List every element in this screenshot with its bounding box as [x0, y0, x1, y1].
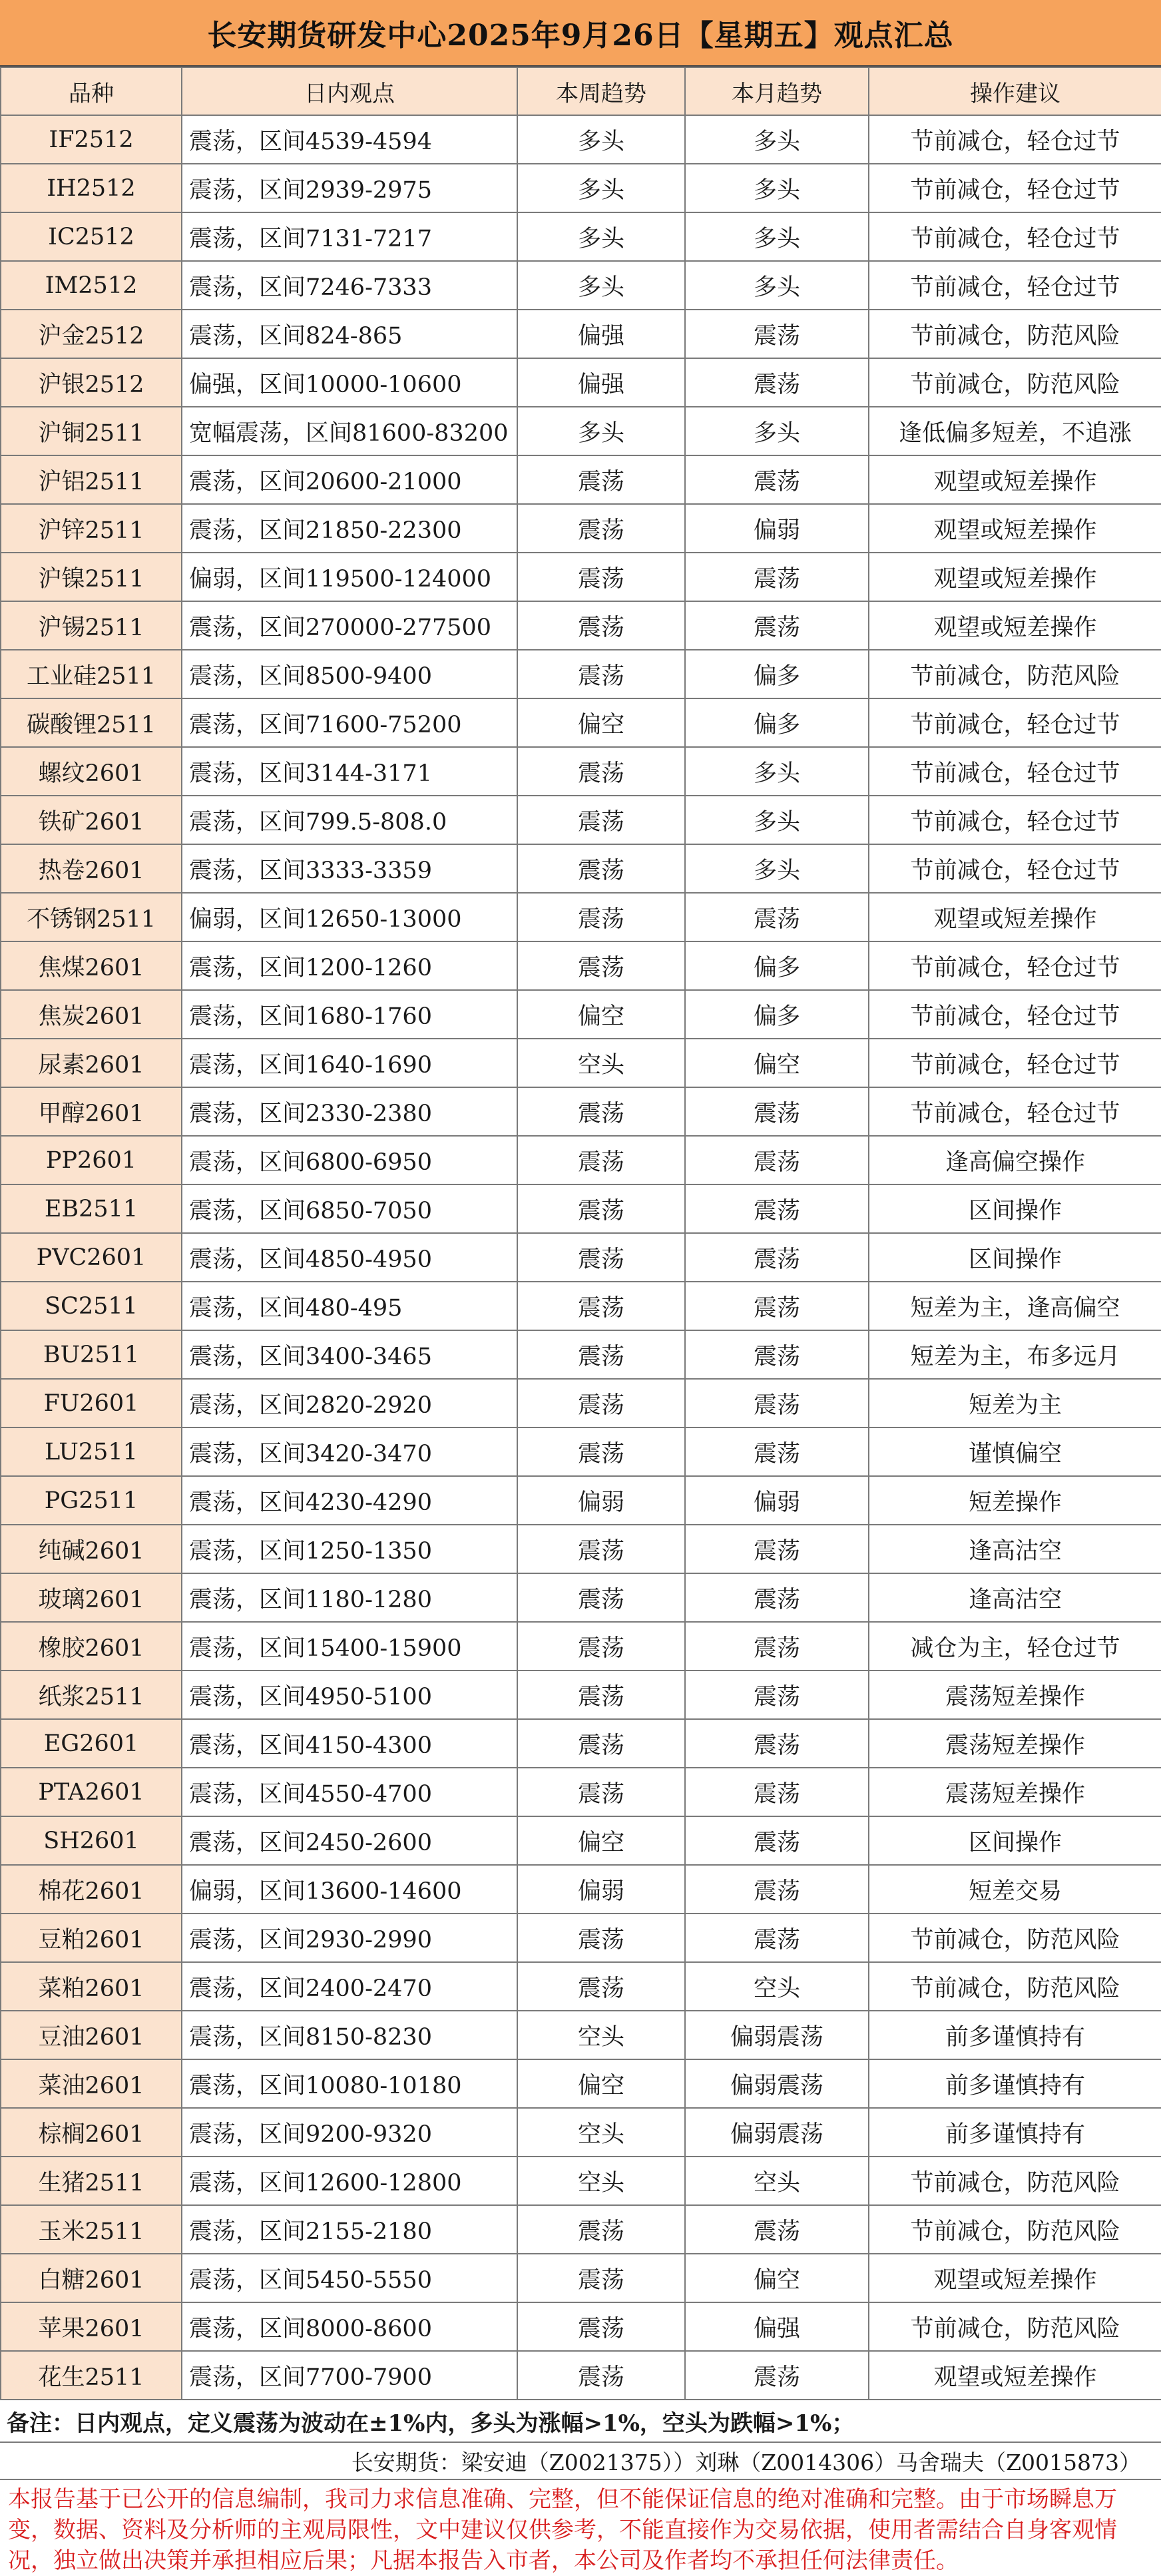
intraday-cell: 震荡，区间2939-2975: [182, 164, 517, 212]
product-cell: 花生2511: [1, 2351, 182, 2400]
intraday-cell: 震荡，区间4550-4700: [182, 1768, 517, 1816]
intraday-cell: 震荡，区间10080-10180: [182, 2059, 517, 2108]
intraday-cell: 震荡，区间15400-15900: [182, 1622, 517, 1671]
monthly-trend-cell: 偏弱: [685, 1476, 869, 1525]
intraday-cell: 震荡，区间4539-4594: [182, 115, 517, 164]
table-row: [1, 1233, 1161, 1282]
intraday-cell: 震荡，区间12600-12800: [182, 2157, 517, 2205]
intraday-cell: 偏弱，区间12650-13000: [182, 893, 517, 941]
monthly-trend-cell: 偏强: [685, 2302, 869, 2351]
advice-cell: 节前减仓，轻仓过节: [869, 747, 1161, 796]
product-cell: LU2511: [1, 1427, 182, 1476]
monthly-trend-cell: 震荡: [685, 358, 869, 407]
header-advice: 操作建议: [869, 67, 1161, 115]
advice-cell: 节前减仓，防范风险: [869, 358, 1161, 407]
product-cell: 白糖2601: [1, 2254, 182, 2302]
table-row: [1, 844, 1161, 893]
weekly-trend-cell: 震荡: [517, 1671, 685, 1719]
table-row: [1, 1379, 1161, 1427]
table-row: [1, 358, 1161, 407]
advice-cell: 震荡短差操作: [869, 1719, 1161, 1768]
intraday-cell: 震荡，区间1680-1760: [182, 990, 517, 1039]
weekly-trend-cell: 震荡: [517, 1427, 685, 1476]
weekly-trend-cell: 震荡: [517, 601, 685, 650]
product-cell: 沪铝2511: [1, 455, 182, 504]
advice-cell: 节前减仓，轻仓过节: [869, 796, 1161, 844]
intraday-cell: 震荡，区间5450-5550: [182, 2254, 517, 2302]
monthly-trend-cell: 震荡: [685, 601, 869, 650]
weekly-trend-cell: 多头: [517, 164, 685, 212]
monthly-trend-cell: 震荡: [685, 553, 869, 601]
monthly-trend-cell: 震荡: [685, 2205, 869, 2254]
advice-cell: 节前减仓，防范风险: [869, 2302, 1161, 2351]
intraday-cell: 震荡，区间2820-2920: [182, 1379, 517, 1427]
weekly-trend-cell: 空头: [517, 2011, 685, 2059]
table-row: [1, 1865, 1161, 1914]
intraday-cell: 震荡，区间1640-1690: [182, 1039, 517, 1087]
intraday-cell: 震荡，区间4150-4300: [182, 1719, 517, 1768]
weekly-trend-cell: 震荡: [517, 1525, 685, 1573]
product-cell: IC2512: [1, 212, 182, 261]
advice-cell: 短差为主，布多远月: [869, 1330, 1161, 1379]
advice-cell: 节前减仓，轻仓过节: [869, 1087, 1161, 1136]
product-cell: 螺纹2601: [1, 747, 182, 796]
header-product: 品种: [1, 67, 182, 115]
product-cell: 沪银2512: [1, 358, 182, 407]
product-cell: 纯碱2601: [1, 1525, 182, 1573]
product-cell: PVC2601: [1, 1233, 182, 1282]
intraday-cell: 震荡，区间824-865: [182, 310, 517, 358]
weekly-trend-cell: 偏空: [517, 698, 685, 747]
table-row: [1, 1816, 1161, 1865]
intraday-cell: 宽幅震荡，区间81600-83200: [182, 407, 517, 455]
weekly-trend-cell: 多头: [517, 407, 685, 455]
table-row: [1, 698, 1161, 747]
analyst-row: [0, 2443, 1161, 2480]
monthly-trend-cell: 震荡: [685, 1525, 869, 1573]
advice-cell: 前多谨慎持有: [869, 2108, 1161, 2157]
product-cell: 甲醇2601: [1, 1087, 182, 1136]
monthly-trend-cell: 多头: [685, 115, 869, 164]
product-cell: 沪锌2511: [1, 504, 182, 553]
table-body: [1, 115, 1161, 2400]
table-row: [1, 747, 1161, 796]
table-row: [1, 455, 1161, 504]
table-row: [1, 1622, 1161, 1671]
advice-cell: 逢高沽空: [869, 1525, 1161, 1573]
monthly-trend-cell: 震荡: [685, 1622, 869, 1671]
table-row: [1, 553, 1161, 601]
table-row: [1, 893, 1161, 941]
weekly-trend-cell: 多头: [517, 261, 685, 310]
weekly-trend-cell: 空头: [517, 2157, 685, 2205]
weekly-trend-cell: 偏空: [517, 990, 685, 1039]
advice-cell: 观望或短差操作: [869, 2351, 1161, 2400]
advice-cell: 短差为主，逢高偏空: [869, 1282, 1161, 1330]
product-cell: 铁矿2601: [1, 796, 182, 844]
monthly-trend-cell: 震荡: [685, 1671, 869, 1719]
monthly-trend-cell: 偏多: [685, 650, 869, 698]
advice-cell: 节前减仓，轻仓过节: [869, 1039, 1161, 1087]
outlook-table: [0, 67, 1161, 2400]
intraday-cell: 震荡，区间799.5-808.0: [182, 796, 517, 844]
monthly-trend-cell: 震荡: [685, 1914, 869, 1962]
advice-cell: 节前减仓，轻仓过节: [869, 212, 1161, 261]
weekly-trend-cell: 震荡: [517, 1573, 685, 1622]
monthly-trend-cell: 多头: [685, 212, 869, 261]
intraday-cell: 震荡，区间1180-1280: [182, 1573, 517, 1622]
table-row: [1, 1671, 1161, 1719]
monthly-trend-cell: 偏空: [685, 1039, 869, 1087]
product-cell: 沪金2512: [1, 310, 182, 358]
product-cell: 菜油2601: [1, 2059, 182, 2108]
monthly-trend-cell: 震荡: [685, 1184, 869, 1233]
weekly-trend-cell: 空头: [517, 2108, 685, 2157]
table-row: [1, 2011, 1161, 2059]
product-cell: 尿素2601: [1, 1039, 182, 1087]
advice-cell: 节前减仓，轻仓过节: [869, 261, 1161, 310]
advice-cell: 观望或短差操作: [869, 893, 1161, 941]
intraday-cell: 震荡，区间1200-1260: [182, 941, 517, 990]
weekly-trend-cell: 震荡: [517, 941, 685, 990]
product-cell: 焦煤2601: [1, 941, 182, 990]
advice-cell: 节前减仓，防范风险: [869, 2205, 1161, 2254]
advice-cell: 逢高沽空: [869, 1573, 1161, 1622]
weekly-trend-cell: 偏强: [517, 310, 685, 358]
table-row: [1, 1573, 1161, 1622]
intraday-cell: 震荡，区间8500-9400: [182, 650, 517, 698]
table-row: [1, 2108, 1161, 2157]
product-cell: 棉花2601: [1, 1865, 182, 1914]
product-cell: 纸浆2511: [1, 1671, 182, 1719]
intraday-cell: 震荡，区间2155-2180: [182, 2205, 517, 2254]
advice-cell: 节前减仓，轻仓过节: [869, 698, 1161, 747]
product-cell: 生猪2511: [1, 2157, 182, 2205]
intraday-cell: 震荡，区间4950-5100: [182, 1671, 517, 1719]
table-row: [1, 2157, 1161, 2205]
monthly-trend-cell: 偏多: [685, 990, 869, 1039]
advice-cell: 前多谨慎持有: [869, 2011, 1161, 2059]
intraday-cell: 震荡，区间6800-6950: [182, 1136, 517, 1184]
monthly-trend-cell: 震荡: [685, 1233, 869, 1282]
weekly-trend-cell: 震荡: [517, 504, 685, 553]
advice-cell: 减仓为主，轻仓过节: [869, 1622, 1161, 1671]
monthly-trend-cell: 多头: [685, 407, 869, 455]
monthly-trend-cell: 偏弱震荡: [685, 2108, 869, 2157]
table-row: [1, 115, 1161, 164]
advice-cell: 前多谨慎持有: [869, 2059, 1161, 2108]
weekly-trend-cell: 偏弱: [517, 1476, 685, 1525]
advice-cell: 观望或短差操作: [869, 553, 1161, 601]
advice-cell: 谨慎偏空: [869, 1427, 1161, 1476]
monthly-trend-cell: 偏弱震荡: [685, 2011, 869, 2059]
advice-cell: 区间操作: [869, 1816, 1161, 1865]
table-row: [1, 212, 1161, 261]
analyst-text: 长安期货：梁安迪（Z0021375））刘琳（Z0014306）马舍瑞夫（Z0015873）: [351, 2449, 1141, 2475]
table-row: [1, 1476, 1161, 1525]
weekly-trend-cell: 震荡: [517, 2351, 685, 2400]
intraday-cell: 偏弱，区间13600-14600: [182, 1865, 517, 1914]
product-cell: 豆油2601: [1, 2011, 182, 2059]
weekly-trend-cell: 震荡: [517, 747, 685, 796]
table-row: [1, 990, 1161, 1039]
monthly-trend-cell: 震荡: [685, 1282, 869, 1330]
table-row: [1, 941, 1161, 990]
product-cell: 玉米2511: [1, 2205, 182, 2254]
monthly-trend-cell: 多头: [685, 844, 869, 893]
product-cell: PP2601: [1, 1136, 182, 1184]
monthly-trend-cell: 震荡: [685, 1573, 869, 1622]
table-row: [1, 1427, 1161, 1476]
product-cell: EB2511: [1, 1184, 182, 1233]
advice-cell: 节前减仓，轻仓过节: [869, 990, 1161, 1039]
intraday-cell: 震荡，区间3400-3465: [182, 1330, 517, 1379]
advice-cell: 节前减仓，防范风险: [869, 1962, 1161, 2011]
monthly-trend-cell: 偏弱震荡: [685, 2059, 869, 2108]
table-row: [1, 1087, 1161, 1136]
table-row: [1, 1525, 1161, 1573]
table-row: [1, 1184, 1161, 1233]
table-row: [1, 1768, 1161, 1816]
weekly-trend-cell: 震荡: [517, 1914, 685, 1962]
title-bar: [0, 0, 1161, 67]
weekly-trend-cell: 震荡: [517, 1379, 685, 1427]
product-cell: 棕榈2601: [1, 2108, 182, 2157]
weekly-trend-cell: 震荡: [517, 1184, 685, 1233]
advice-cell: 短差操作: [869, 1476, 1161, 1525]
weekly-trend-cell: 多头: [517, 115, 685, 164]
monthly-trend-cell: 空头: [685, 1962, 869, 2011]
intraday-cell: 震荡，区间7246-7333: [182, 261, 517, 310]
monthly-trend-cell: 震荡: [685, 893, 869, 941]
weekly-trend-cell: 震荡: [517, 455, 685, 504]
intraday-cell: 震荡，区间71600-75200: [182, 698, 517, 747]
weekly-trend-cell: 空头: [517, 1039, 685, 1087]
weekly-trend-cell: 震荡: [517, 1087, 685, 1136]
weekly-trend-cell: 震荡: [517, 1622, 685, 1671]
intraday-cell: 震荡，区间1250-1350: [182, 1525, 517, 1573]
monthly-trend-cell: 震荡: [685, 310, 869, 358]
advice-cell: 区间操作: [869, 1233, 1161, 1282]
advice-cell: 逢低偏多短差，不追涨: [869, 407, 1161, 455]
weekly-trend-cell: 偏空: [517, 1816, 685, 1865]
product-cell: 玻璃2601: [1, 1573, 182, 1622]
header-monthly: 本月趋势: [685, 67, 869, 115]
advice-cell: 震荡短差操作: [869, 1671, 1161, 1719]
weekly-trend-cell: 震荡: [517, 1136, 685, 1184]
monthly-trend-cell: 空头: [685, 2157, 869, 2205]
advice-cell: 震荡短差操作: [869, 1768, 1161, 1816]
product-cell: PG2511: [1, 1476, 182, 1525]
intraday-cell: 震荡，区间8000-8600: [182, 2302, 517, 2351]
weekly-trend-cell: 震荡: [517, 650, 685, 698]
intraday-cell: 震荡，区间3144-3171: [182, 747, 517, 796]
monthly-trend-cell: 震荡: [685, 1865, 869, 1914]
product-cell: 菜粕2601: [1, 1962, 182, 2011]
table-row: [1, 310, 1161, 358]
monthly-trend-cell: 震荡: [685, 1719, 869, 1768]
intraday-cell: 震荡，区间20600-21000: [182, 455, 517, 504]
monthly-trend-cell: 震荡: [685, 1136, 869, 1184]
advice-cell: 逢高偏空操作: [869, 1136, 1161, 1184]
weekly-trend-cell: 偏空: [517, 2059, 685, 2108]
product-cell: 工业硅2511: [1, 650, 182, 698]
intraday-cell: 震荡，区间270000-277500: [182, 601, 517, 650]
monthly-trend-cell: 偏空: [685, 2254, 869, 2302]
table-row: [1, 2205, 1161, 2254]
header-weekly: 本周趋势: [517, 67, 685, 115]
advice-cell: 观望或短差操作: [869, 2254, 1161, 2302]
monthly-trend-cell: 震荡: [685, 1087, 869, 1136]
advice-cell: 节前减仓，防范风险: [869, 650, 1161, 698]
advice-cell: 节前减仓，防范风险: [869, 310, 1161, 358]
weekly-trend-cell: 震荡: [517, 1330, 685, 1379]
table-row: [1, 650, 1161, 698]
weekly-trend-cell: 震荡: [517, 796, 685, 844]
weekly-trend-cell: 震荡: [517, 1233, 685, 1282]
product-cell: 沪铜2511: [1, 407, 182, 455]
monthly-trend-cell: 多头: [685, 261, 869, 310]
product-cell: SH2601: [1, 1816, 182, 1865]
weekly-trend-cell: 多头: [517, 212, 685, 261]
advice-cell: 节前减仓，轻仓过节: [869, 941, 1161, 990]
product-cell: PTA2601: [1, 1768, 182, 1816]
monthly-trend-cell: 偏多: [685, 941, 869, 990]
monthly-trend-cell: 偏弱: [685, 504, 869, 553]
weekly-trend-cell: 震荡: [517, 553, 685, 601]
product-cell: 焦炭2601: [1, 990, 182, 1039]
advice-cell: 区间操作: [869, 1184, 1161, 1233]
table-row: [1, 1330, 1161, 1379]
monthly-trend-cell: 多头: [685, 164, 869, 212]
intraday-cell: 震荡，区间2930-2990: [182, 1914, 517, 1962]
intraday-cell: 震荡，区间2400-2470: [182, 1962, 517, 2011]
intraday-cell: 震荡，区间3333-3359: [182, 844, 517, 893]
intraday-cell: 震荡，区间480-495: [182, 1282, 517, 1330]
monthly-trend-cell: 震荡: [685, 2351, 869, 2400]
advice-cell: 节前减仓，防范风险: [869, 2157, 1161, 2205]
table-row: [1, 1282, 1161, 1330]
product-cell: 豆粕2601: [1, 1914, 182, 1962]
intraday-cell: 震荡，区间3420-3470: [182, 1427, 517, 1476]
table-row: [1, 796, 1161, 844]
note-text: 备注：日内观点，定义震荡为波动在±1%内，多头为涨幅>1%，空头为跌幅>1%；: [7, 2410, 855, 2437]
intraday-cell: 震荡，区间4230-4290: [182, 1476, 517, 1525]
weekly-trend-cell: 震荡: [517, 1962, 685, 2011]
table-row: [1, 1136, 1161, 1184]
intraday-cell: 震荡，区间2330-2380: [182, 1087, 517, 1136]
product-cell: IH2512: [1, 164, 182, 212]
table-row: [1, 1719, 1161, 1768]
product-cell: IM2512: [1, 261, 182, 310]
advice-cell: 短差为主: [869, 1379, 1161, 1427]
table-row: [1, 1039, 1161, 1087]
intraday-cell: 震荡，区间9200-9320: [182, 2108, 517, 2157]
advice-cell: 节前减仓，轻仓过节: [869, 844, 1161, 893]
monthly-trend-cell: 震荡: [685, 1816, 869, 1865]
product-cell: 橡胶2601: [1, 1622, 182, 1671]
monthly-trend-cell: 多头: [685, 796, 869, 844]
intraday-cell: 偏强，区间10000-10600: [182, 358, 517, 407]
product-cell: SC2511: [1, 1282, 182, 1330]
intraday-cell: 震荡，区间7131-7217: [182, 212, 517, 261]
product-cell: 碳酸锂2511: [1, 698, 182, 747]
page-title: 长安期货研发中心2025年9月26日【星期五】观点汇总: [207, 19, 954, 53]
advice-cell: 短差交易: [869, 1865, 1161, 1914]
table-row: [1, 601, 1161, 650]
advice-cell: 节前减仓，轻仓过节: [869, 164, 1161, 212]
table-row: [1, 1914, 1161, 1962]
disclaimer: 本报告基于已公开的信息编制，我司力求信息准确、完整，但不能保证信息的绝对准确和完整。由于市场瞬息万变，数据、资料及分析师的主观局限性，文中建议仅供参考，不能直接作为交易依据，使用者需结合自身客观情况，独立做出决策并承担相应后果；凡据本报告入市者，本公司及作者均不承担任何法律责任。: [8, 2486, 1117, 2574]
product-cell: EG2601: [1, 1719, 182, 1768]
table-row: [1, 407, 1161, 455]
weekly-trend-cell: 震荡: [517, 1719, 685, 1768]
product-cell: IF2512: [1, 115, 182, 164]
product-cell: 热卷2601: [1, 844, 182, 893]
weekly-trend-cell: 震荡: [517, 893, 685, 941]
intraday-cell: 震荡，区间6850-7050: [182, 1184, 517, 1233]
table-row: [1, 2059, 1161, 2108]
monthly-trend-cell: 偏多: [685, 698, 869, 747]
table-row: [1, 261, 1161, 310]
advice-cell: 观望或短差操作: [869, 504, 1161, 553]
monthly-trend-cell: 震荡: [685, 455, 869, 504]
product-cell: 不锈钢2511: [1, 893, 182, 941]
intraday-cell: 震荡，区间21850-22300: [182, 504, 517, 553]
monthly-trend-cell: 震荡: [685, 1379, 869, 1427]
table-row: [1, 1962, 1161, 2011]
table-row: [1, 2302, 1161, 2351]
table-row: [1, 2351, 1161, 2400]
weekly-trend-cell: 震荡: [517, 844, 685, 893]
monthly-trend-cell: 震荡: [685, 1427, 869, 1476]
intraday-cell: 偏弱，区间119500-124000: [182, 553, 517, 601]
weekly-trend-cell: 震荡: [517, 2302, 685, 2351]
note-row: [0, 2400, 1161, 2443]
weekly-trend-cell: 震荡: [517, 1282, 685, 1330]
weekly-trend-cell: 偏强: [517, 358, 685, 407]
product-cell: 沪镍2511: [1, 553, 182, 601]
weekly-trend-cell: 震荡: [517, 2254, 685, 2302]
monthly-trend-cell: 震荡: [685, 1768, 869, 1816]
table-row: [1, 164, 1161, 212]
intraday-cell: 震荡，区间7700-7900: [182, 2351, 517, 2400]
intraday-cell: 震荡，区间4850-4950: [182, 1233, 517, 1282]
weekly-trend-cell: 震荡: [517, 1768, 685, 1816]
intraday-cell: 震荡，区间2450-2600: [182, 1816, 517, 1865]
monthly-trend-cell: 多头: [685, 747, 869, 796]
product-cell: 沪锡2511: [1, 601, 182, 650]
product-cell: FU2601: [1, 1379, 182, 1427]
header-row: [1, 67, 1161, 115]
product-cell: 苹果2601: [1, 2302, 182, 2351]
weekly-trend-cell: 偏弱: [517, 1865, 685, 1914]
advice-cell: 观望或短差操作: [869, 601, 1161, 650]
advice-cell: 节前减仓，防范风险: [869, 1914, 1161, 1962]
monthly-trend-cell: 震荡: [685, 1330, 869, 1379]
advice-cell: 观望或短差操作: [869, 455, 1161, 504]
advice-cell: 节前减仓，轻仓过节: [869, 115, 1161, 164]
weekly-trend-cell: 震荡: [517, 2205, 685, 2254]
intraday-cell: 震荡，区间8150-8230: [182, 2011, 517, 2059]
table-row: [1, 504, 1161, 553]
product-cell: BU2511: [1, 1330, 182, 1379]
header-intraday: 日内观点: [182, 67, 517, 115]
table-row: [1, 2254, 1161, 2302]
